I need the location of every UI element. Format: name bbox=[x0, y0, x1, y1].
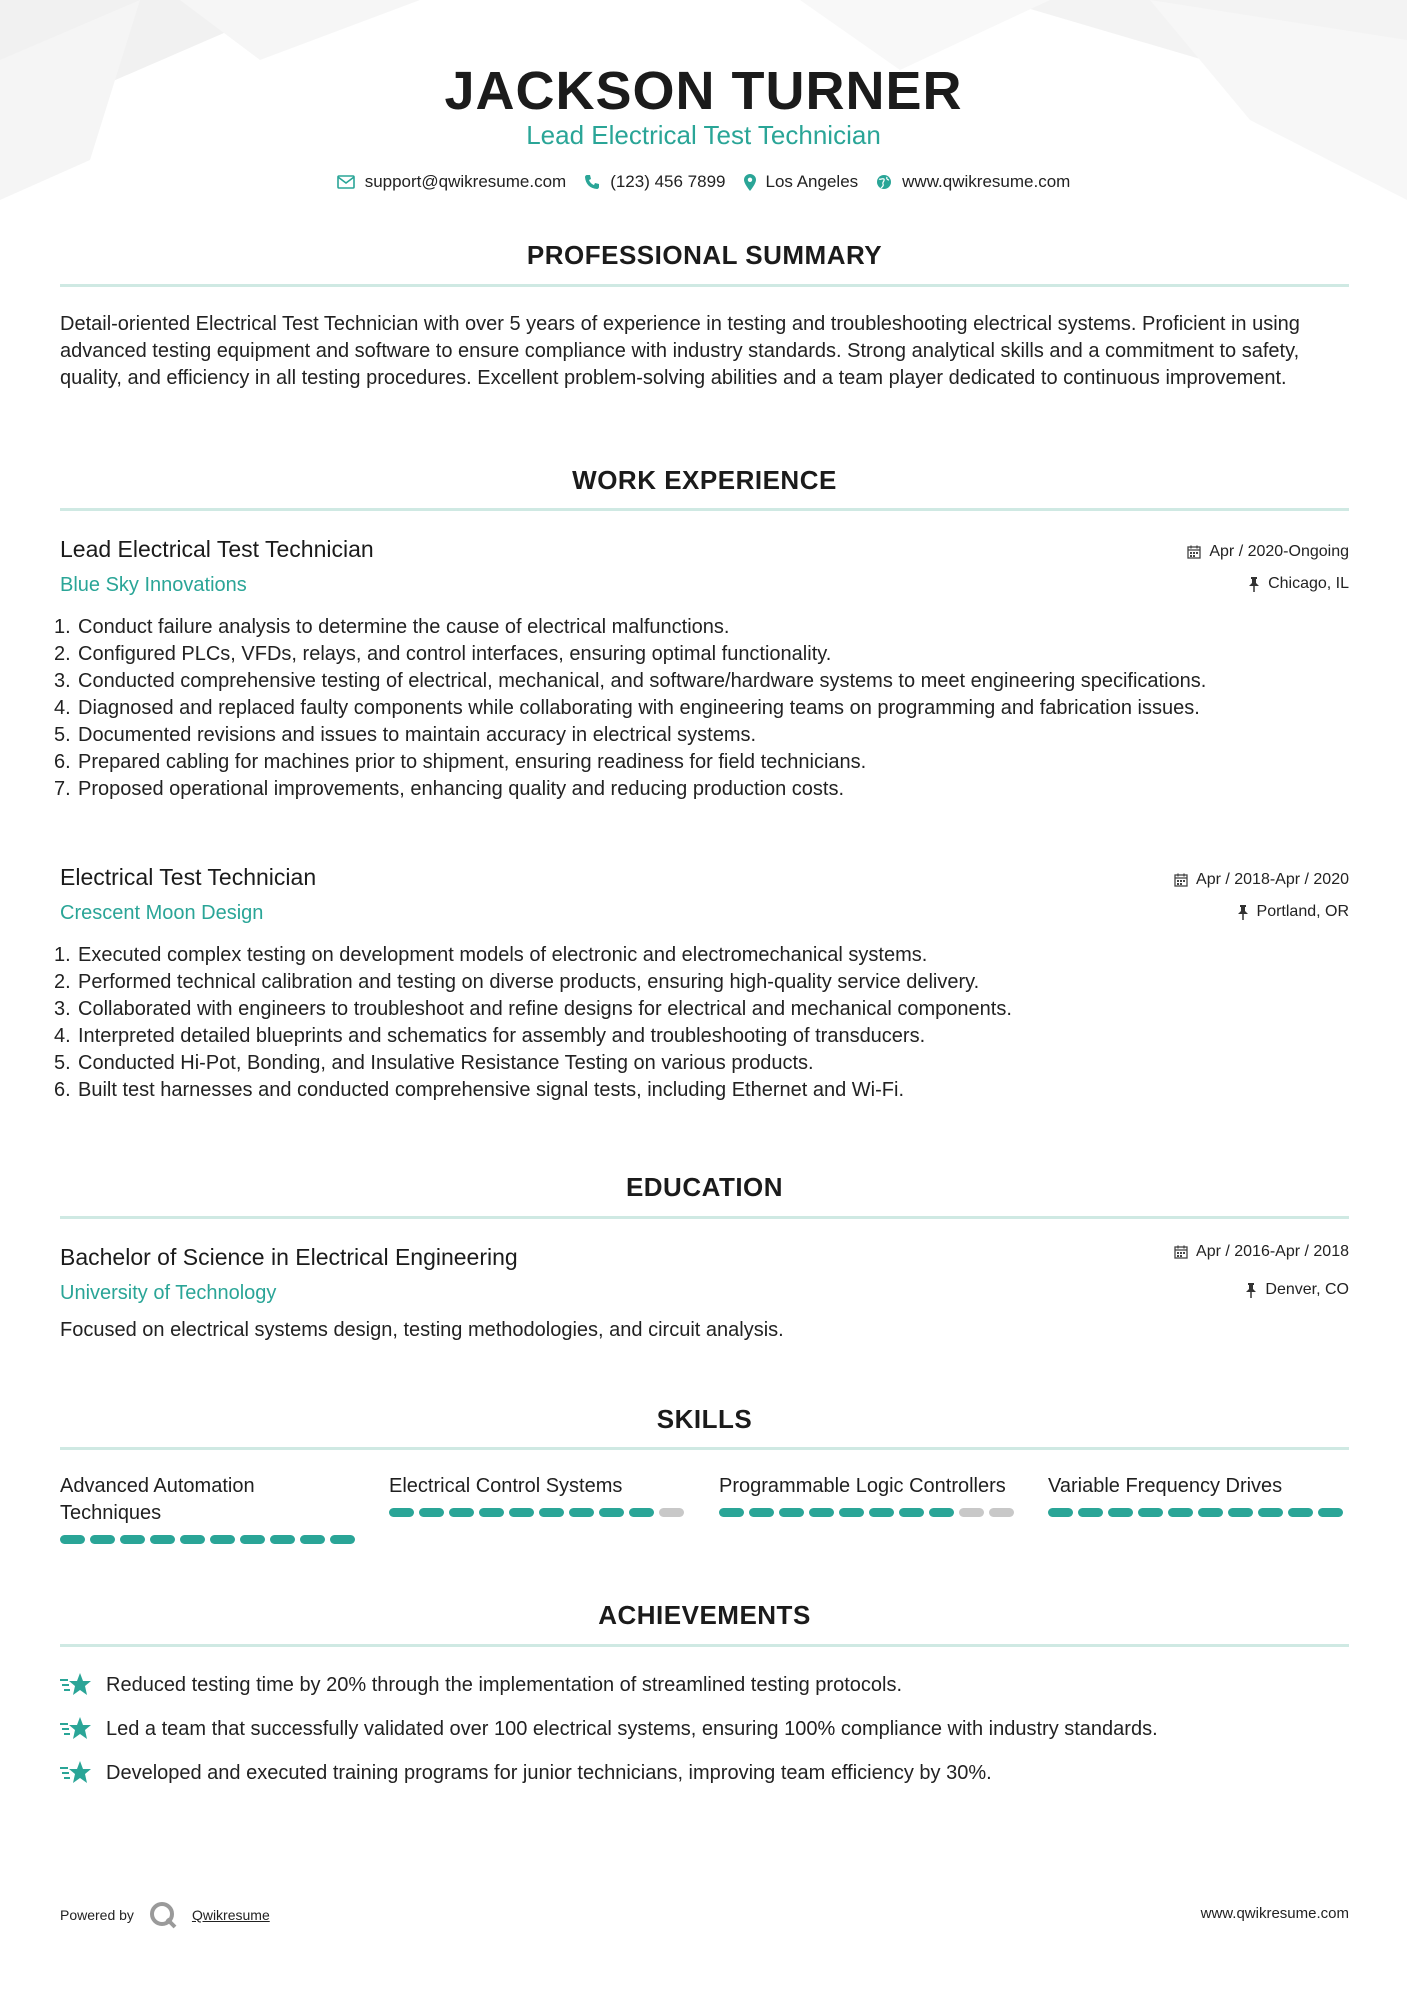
skill-segment-filled bbox=[869, 1508, 894, 1517]
job-bullet-list bbox=[78, 614, 1348, 803]
education-dates-text: Apr / 2016-Apr / 2018 bbox=[1196, 1243, 1349, 1260]
job-location bbox=[1248, 575, 1349, 593]
education-dates bbox=[1174, 1243, 1349, 1261]
job-title: Lead Electrical Test Technician bbox=[60, 536, 374, 562]
candidate-title: Lead Electrical Test Technician bbox=[526, 120, 881, 150]
skill-segment-filled bbox=[1048, 1508, 1073, 1517]
calendar-icon bbox=[1187, 545, 1201, 559]
skill-segment-filled bbox=[899, 1508, 924, 1517]
brand-link[interactable]: Qwikresume bbox=[191, 1907, 270, 1923]
skill-segment-filled bbox=[1258, 1508, 1283, 1517]
experience-divider bbox=[60, 508, 1349, 511]
list-item: Configured PLCs, VFDs, relays, and control interfaces, ensuring optimal functionality. bbox=[78, 643, 832, 665]
achievement-item bbox=[60, 1672, 902, 1698]
achievement-item bbox=[60, 1760, 992, 1786]
email-text: support@qwikresume.com bbox=[364, 172, 567, 191]
degree-title: Bachelor of Science in Electrical Engineering bbox=[60, 1244, 518, 1270]
website-text: www.qwikresume.com bbox=[902, 172, 1071, 191]
skill-segment-empty bbox=[959, 1508, 984, 1517]
skill-segment-filled bbox=[719, 1508, 744, 1517]
education-description: Focused on electrical systems design, testing methodologies, and circuit analysis. bbox=[60, 1319, 784, 1341]
list-item: Prepared cabling for machines prior to shipment, ensuring readiness for field technicians. bbox=[78, 751, 867, 773]
achievements-heading: ACHIEVEMENTS bbox=[598, 1600, 811, 1630]
job-location bbox=[1237, 903, 1349, 921]
skill-segment-filled bbox=[629, 1508, 654, 1517]
skill-segment-filled bbox=[1288, 1508, 1313, 1517]
achievement-text: Led a team that successfully validated over 100 electrical systems, ensuring 100% compliance with industry standards. bbox=[106, 1717, 1158, 1740]
skill-item bbox=[389, 1473, 689, 1517]
achievement-text: Developed and executed training programs for junior technicians, improving team efficiency by 30%. bbox=[106, 1761, 992, 1784]
phone-icon bbox=[584, 174, 600, 190]
calendar-icon bbox=[1174, 873, 1188, 887]
job-dates-text: Apr / 2018-Apr / 2020 bbox=[1196, 871, 1349, 888]
skill-segment-filled bbox=[180, 1535, 205, 1544]
job-dates bbox=[1187, 543, 1349, 561]
skill-segment-filled bbox=[569, 1508, 594, 1517]
skill-level-bar bbox=[60, 1535, 360, 1544]
skill-name: Variable Frequency Drives bbox=[1048, 1475, 1283, 1497]
skills-divider bbox=[60, 1447, 1349, 1450]
contact-phone[interactable] bbox=[584, 172, 725, 192]
skill-level-bar bbox=[1048, 1508, 1348, 1517]
powered-by-label: Powered by bbox=[60, 1907, 134, 1923]
skill-segment-filled bbox=[300, 1535, 325, 1544]
skill-segment-filled bbox=[809, 1508, 834, 1517]
skill-segment-filled bbox=[150, 1535, 175, 1544]
skill-segment-filled bbox=[539, 1508, 564, 1517]
summary-text: Detail-oriented Electrical Test Technician with over 5 years of experience in testing and troubleshooting electrical systems. Proficient in using advanced testing equipment and software to ensure compliance with industry standards. Strong analytical skills and a commitment to safety, quality, and efficiency in all testing procedures. Excellent problem-solving abilities and a team player dedicated to continuous improvement. bbox=[60, 313, 1300, 389]
list-item: Diagnosed and replaced faulty components while collaborating with engineering teams on programming and fabrication issues. bbox=[78, 697, 1200, 719]
phone-text: (123) 456 7899 bbox=[610, 172, 726, 191]
skill-segment-filled bbox=[120, 1535, 145, 1544]
pushpin-icon bbox=[1237, 905, 1249, 920]
skill-segment-empty bbox=[659, 1508, 684, 1517]
skill-name: Electrical Control Systems bbox=[389, 1475, 623, 1497]
skills-heading: SKILLS bbox=[656, 1404, 753, 1434]
achievements-divider bbox=[60, 1644, 1349, 1647]
list-item: Conducted comprehensive testing of electrical, mechanical, and software/hardware systems to meet engineering specifications. bbox=[78, 670, 1207, 692]
envelope-icon bbox=[337, 175, 355, 189]
list-item: Performed technical calibration and testing on diverse products, ensuring high-quality service delivery. bbox=[78, 971, 980, 993]
skill-segment-filled bbox=[1108, 1508, 1133, 1517]
skill-segment-filled bbox=[90, 1535, 115, 1544]
skill-segment-filled bbox=[330, 1535, 355, 1544]
skill-segment-filled bbox=[1228, 1508, 1253, 1517]
skill-item bbox=[719, 1473, 1019, 1517]
skill-segment-filled bbox=[1138, 1508, 1163, 1517]
achievement-item bbox=[60, 1716, 1158, 1742]
job-dates-text: Apr / 2020-Ongoing bbox=[1209, 543, 1349, 560]
list-item: Collaborated with engineers to troubleshoot and refine designs for electrical and mechanical components. bbox=[78, 998, 1012, 1020]
summary-divider bbox=[60, 284, 1349, 287]
skill-segment-filled bbox=[599, 1508, 624, 1517]
skill-segment-filled bbox=[449, 1508, 474, 1517]
skill-segment-filled bbox=[509, 1508, 534, 1517]
job-location-text: Chicago, IL bbox=[1268, 575, 1349, 592]
skill-item bbox=[60, 1473, 360, 1544]
education-location bbox=[1245, 1281, 1349, 1299]
list-item: Proposed operational improvements, enhancing quality and reducing production costs. bbox=[78, 778, 845, 800]
skill-segment-filled bbox=[929, 1508, 954, 1517]
location-text: Los Angeles bbox=[765, 172, 859, 191]
list-item: Conduct failure analysis to determine the cause of electrical malfunctions. bbox=[78, 616, 730, 638]
qwikresume-logo-icon bbox=[148, 1900, 178, 1930]
skill-segment-filled bbox=[60, 1535, 85, 1544]
education-location-text: Denver, CO bbox=[1265, 1281, 1349, 1298]
pushpin-icon bbox=[1245, 1283, 1257, 1298]
summary-heading: PROFESSIONAL SUMMARY bbox=[526, 240, 883, 270]
skill-segment-filled bbox=[839, 1508, 864, 1517]
education-heading: EDUCATION bbox=[625, 1172, 784, 1202]
job-bullet-list bbox=[78, 942, 1348, 1104]
skill-segment-filled bbox=[479, 1508, 504, 1517]
list-item: Executed complex testing on development models of electronic and electromechanical systems. bbox=[78, 944, 928, 966]
skill-level-bar bbox=[389, 1508, 689, 1517]
experience-heading: WORK EXPERIENCE bbox=[572, 465, 837, 495]
contact-location bbox=[744, 172, 859, 192]
achievement-text: Reduced testing time by 20% through the implementation of streamlined testing protocols. bbox=[106, 1673, 902, 1696]
list-item: Documented revisions and issues to maintain accuracy in electrical systems. bbox=[78, 724, 757, 746]
skill-segment-filled bbox=[240, 1535, 265, 1544]
job-company: Crescent Moon Design bbox=[60, 902, 264, 924]
footer-website[interactable]: www.qwikresume.com bbox=[1200, 1905, 1349, 1922]
skill-name: Advanced Automation Techniques bbox=[60, 1475, 255, 1524]
skill-segment-filled bbox=[1198, 1508, 1223, 1517]
skill-segment-filled bbox=[270, 1535, 295, 1544]
job-title: Electrical Test Technician bbox=[60, 864, 317, 890]
list-item: Conducted Hi-Pot, Bonding, and Insulative Resistance Testing on various products. bbox=[78, 1052, 814, 1074]
candidate-name: JACKSON TURNER bbox=[444, 61, 963, 121]
pushpin-icon bbox=[1248, 577, 1260, 592]
calendar-icon bbox=[1174, 1245, 1188, 1259]
skill-segment-filled bbox=[1168, 1508, 1193, 1517]
skill-segment-filled bbox=[389, 1508, 414, 1517]
star-icon bbox=[60, 1760, 92, 1786]
list-item: Built test harnesses and conducted comprehensive signal tests, including Ethernet and Wi-Fi. bbox=[78, 1079, 904, 1101]
skill-segment-empty bbox=[989, 1508, 1014, 1517]
job-dates bbox=[1174, 871, 1349, 889]
skill-name: Programmable Logic Controllers bbox=[719, 1475, 1006, 1497]
star-icon bbox=[60, 1716, 92, 1742]
star-icon bbox=[60, 1672, 92, 1698]
skill-level-bar bbox=[719, 1508, 1019, 1517]
contact-bar bbox=[0, 172, 1407, 192]
school-name: University of Technology bbox=[60, 1282, 277, 1304]
skill-segment-filled bbox=[1318, 1508, 1343, 1517]
skill-segment-filled bbox=[779, 1508, 804, 1517]
skill-segment-filled bbox=[1078, 1508, 1103, 1517]
list-item: Interpreted detailed blueprints and schematics for assembly and troubleshooting of transducers. bbox=[78, 1025, 926, 1047]
education-divider bbox=[60, 1216, 1349, 1219]
map-pin-icon bbox=[744, 174, 756, 191]
skill-segment-filled bbox=[419, 1508, 444, 1517]
contact-email[interactable] bbox=[337, 172, 567, 192]
skill-segment-filled bbox=[210, 1535, 235, 1544]
globe-icon bbox=[876, 174, 892, 190]
contact-website[interactable] bbox=[876, 172, 1070, 192]
skill-item bbox=[1048, 1473, 1348, 1517]
job-location-text: Portland, OR bbox=[1256, 903, 1349, 920]
job-company: Blue Sky Innovations bbox=[60, 574, 247, 596]
footer-powered-by bbox=[60, 1900, 270, 1930]
skill-segment-filled bbox=[749, 1508, 774, 1517]
